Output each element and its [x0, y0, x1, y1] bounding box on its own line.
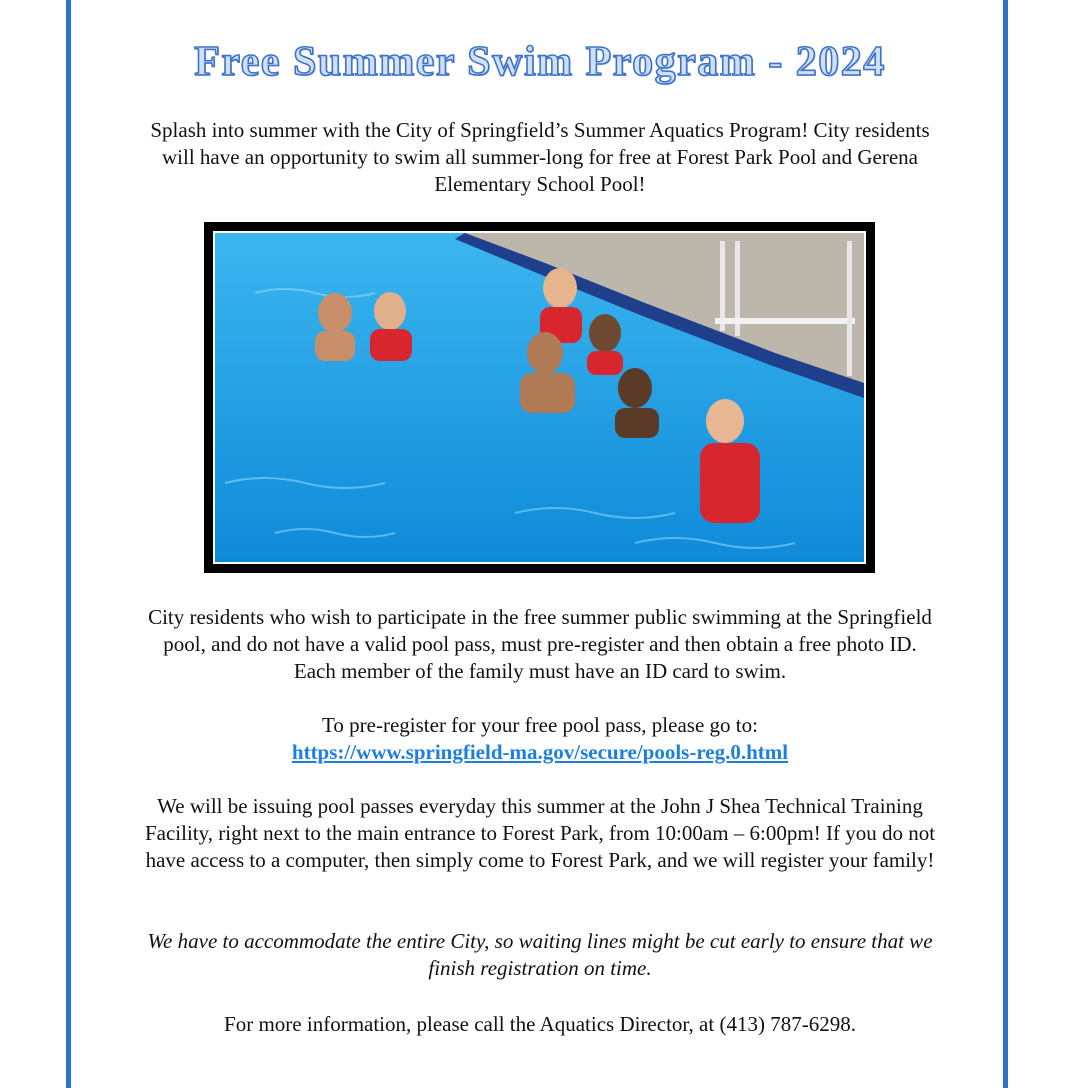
notice-paragraph: We have to accommodate the entire City, so waiting lines might be cut early to ensure that we finish registration on time.: [147, 929, 933, 980]
registration-link[interactable]: https://www.springfield-ma.gov/secure/pools-reg.0.html: [291, 740, 789, 764]
eligibility-paragraph: City residents who wish to participate in the free summer public swimming at the Springfield pool, and do not have a valid pool pass, must pre-register and then obtain a free photo ID. Each member of the family must have an ID card to swim.: [148, 605, 932, 683]
pool-photo-icon: [215, 233, 864, 562]
intro-paragraph: Splash into summer with the City of Springfield’s Summer Aquatics Program! City residents will have an opportunity to swim all summer-long for free at Forest Park Pool and Gerena Elementary School Pool!: [150, 118, 930, 196]
register-paragraph: [140, 712, 940, 766]
pool-photo-frame: [204, 222, 875, 573]
page-title: Free Summer Swim Program - 2024: [194, 39, 886, 85]
pool-photo: [213, 231, 866, 564]
issuing-paragraph: We will be issuing pool passes everyday this summer at the John J Shea Technical Training Facility, right next to the main entrance to Forest Park, from 10:00am – 6:00pm! If you do not have access to a computer, then simply come to Forest Park, and we will register your family!: [144, 794, 936, 872]
contact-paragraph: For more information, please call the Aquatics Director, at (413) 787-6298.: [224, 1012, 856, 1036]
register-prompt: To pre-register for your free pool pass, please go to:: [322, 713, 758, 737]
